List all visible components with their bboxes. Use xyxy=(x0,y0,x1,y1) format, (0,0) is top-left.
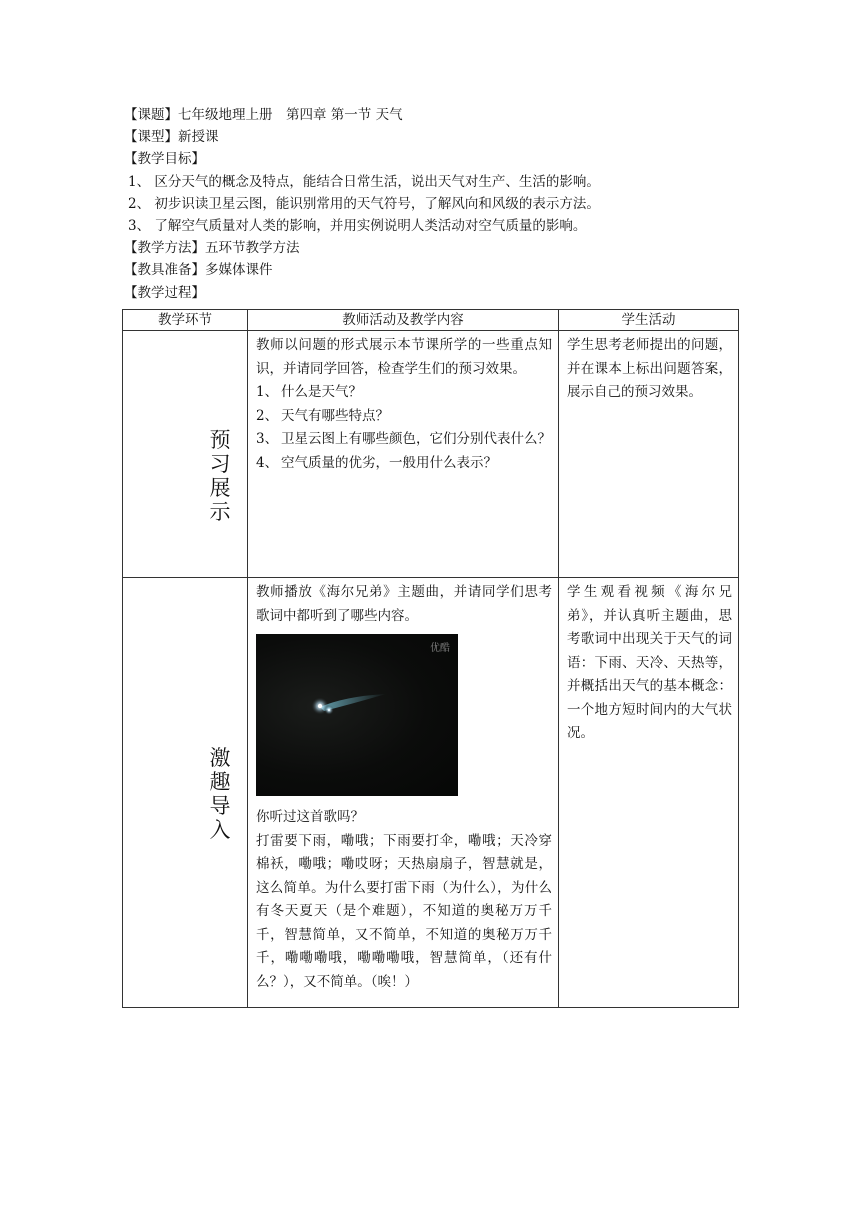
stage-label-intro: 激 趣 导 入 xyxy=(209,746,231,842)
song-lyrics: 打雷要下雨，嘞哦；下雨要打伞，嘞哦；天冷穿棉袄，嘞哦；嘞哎呀；天热扇扇子，智慧就是，这么简单。为什么要打雷下雨（为什么），为什么有冬天夏天（是个难题），不知道的奥秘万万千千，智慧简单，又不简单，不知道的奥秘万万千千，嘞嘞嘞哦，嘞嘞嘞哦，智慧简单，（还有什么？），又不简单。（唉！） xyxy=(256,832,552,990)
teaching-tools: 【教具准备】多媒体课件 xyxy=(124,262,273,279)
header-teacher-activity: 教师活动及教学内容 xyxy=(248,310,559,331)
objective-2: 2、 初步识读卫星云图，能识别常用的天气符号，了解风向和风级的表示方法。 xyxy=(128,195,600,212)
teacher-intro: 教师播放《海尔兄弟》主题曲，并请同学们思考歌词中都听到了哪些内容。 xyxy=(256,584,552,624)
stage-label-preview: 预 习 展 示 xyxy=(209,428,231,524)
teaching-method: 【教学方法】五环节教学方法 xyxy=(124,240,300,257)
teacher-intro: 教师以问题的形式展示本节课所学的一些重点知识，并请同学回答，检查学生们的预习效果。 xyxy=(256,337,552,377)
objective-3: 3、 了解空气质量对人类的影响，并用实例说明人类活动对空气质量的影响。 xyxy=(128,217,587,234)
comet-icon xyxy=(256,634,458,796)
student-activity-cell xyxy=(559,578,739,1008)
teacher-activity-cell xyxy=(248,331,559,578)
process-heading: 【教学过程】 xyxy=(124,284,205,301)
teaching-process-table xyxy=(122,309,739,1008)
stage-cell xyxy=(123,578,248,1008)
table-row xyxy=(123,331,739,578)
song-question: 你听过这首歌吗？ xyxy=(256,809,364,825)
table-header-row xyxy=(123,310,739,331)
question-item: 4、 空气质量的优劣，一般用什么表示？ xyxy=(256,454,497,471)
video-watermark: 优酷 xyxy=(430,643,450,654)
student-activity-cell xyxy=(559,331,739,578)
objective-1: 1、 区分天气的概念及特点，能结合日常生活，说出天气对生产、生活的影响。 xyxy=(128,173,600,190)
stage-cell xyxy=(123,331,248,578)
video-frame[interactable] xyxy=(256,634,458,796)
document-header xyxy=(124,104,744,304)
question-item: 1、 什么是天气？ xyxy=(256,384,362,400)
lesson-title: 【课题】七年级地理上册 第四章 第一节 天气 xyxy=(124,107,403,123)
table-row xyxy=(123,578,739,1008)
question-item: 3、 卫星云图上有哪些颜色，它们分别代表什么？ xyxy=(256,431,551,447)
student-activity: 学生观看视频《海尔兄弟》，并认真听主题曲，思考歌词中出现关于天气的词语：下雨、天冷、天热等，并概括出天气的基本概念：一个地方短时间内的大气状况。 xyxy=(567,584,732,741)
header-stage: 教学环节 xyxy=(123,310,248,331)
header-student-activity: 学生活动 xyxy=(559,310,739,331)
lesson-type: 【课型】新授课 xyxy=(124,129,219,146)
question-item: 2、 天气有哪些特点？ xyxy=(256,407,389,424)
objectives-heading: 【教学目标】 xyxy=(124,151,205,168)
student-activity: 学生思考老师提出的问题，并在课本上标出问题答案，展示自己的预习效果。 xyxy=(567,337,732,400)
teacher-activity-cell xyxy=(248,578,559,1008)
